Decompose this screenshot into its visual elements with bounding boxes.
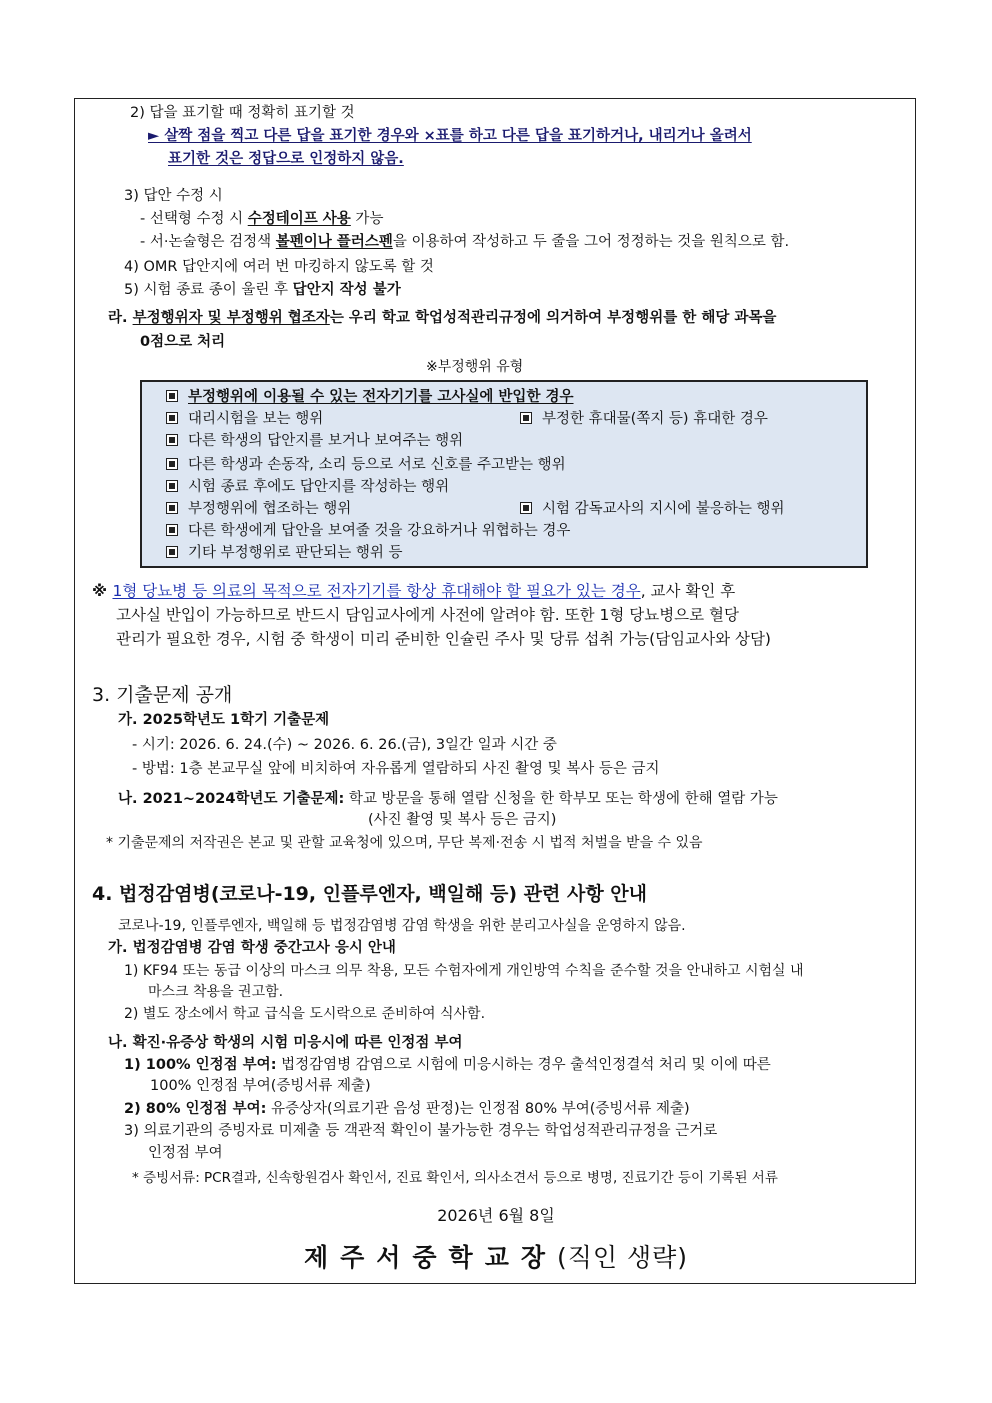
medical-note-mark: ※ — [92, 582, 113, 600]
cheating-types-title: ※부정행위 유형 — [426, 359, 524, 375]
cheating-rule-post: 는 우리 학교 학업성적관리규정에 의거하여 부정행위를 한 해당 과목을 — [329, 310, 777, 326]
cheat-item — [166, 409, 323, 429]
full-score-line1 — [124, 1055, 771, 1075]
exam-end-item — [124, 280, 401, 300]
medical-note-highlight: 1형 당뇨병 등 의료의 목적으로 전자기기를 항상 휴대해야 할 필요가 있는 경우 — [112, 582, 641, 600]
recognition-score-title: 나. 확진·유증상 학생의 시험 미응시에 따른 인정점 부여 — [108, 1035, 463, 1051]
cheat-item — [166, 543, 403, 563]
checkbox-icon — [166, 502, 178, 514]
correction-choice-line — [140, 209, 383, 229]
mask-rule-line1: 1) KF94 또는 동급 이상의 마스크 의무 착용, 모든 수험자에게 개인방역 수칙을 준수할 것을 안내하고 시험실 내 — [124, 963, 804, 979]
medical-note-line1 — [92, 580, 735, 602]
cheat-item-label: 부정한 휴대물(쪽지 등) 휴대한 경우 — [542, 411, 768, 427]
full-score-desc: 법정감염병 감염으로 시험에 미응시하는 경우 출석인정결석 처리 및 이에 따른 — [276, 1057, 771, 1073]
cheat-item-label: 시험 감독교사의 지시에 불응하는 행위 — [542, 501, 785, 517]
cheat-item — [166, 387, 574, 407]
past-exam-period: - 시기: 2026. 6. 24.(수) ~ 2026. 6. 26.(금), 3일간 일과 시간 중 — [132, 737, 557, 753]
cheating-rule-line2: 0점으로 처리 — [140, 334, 226, 350]
cheat-item-label: 부정행위에 이용될 수 있는 전자기기를 고사실에 반입한 경우 — [188, 389, 574, 405]
correction-essay-line — [140, 232, 789, 252]
cheat-item-label: 기타 부정행위로 판단되는 행위 등 — [188, 545, 403, 561]
cheat-item — [520, 409, 768, 429]
cheat-item-label: 다른 학생과 손동작, 소리 등으로 서로 신호를 주고받는 행위 — [188, 457, 566, 473]
cheating-rule-label: 라. — [108, 310, 133, 326]
exam-end-bold: 답안지 작성 불가 — [292, 282, 401, 298]
checkbox-icon — [166, 434, 178, 446]
cheat-item — [166, 455, 566, 475]
omr-item: 4) OMR 답안지에 여러 번 마킹하지 않도록 할 것 — [124, 259, 434, 275]
correction-tape: 수정테이프 사용 — [247, 211, 351, 227]
past-exam-older-line2: (사진 촬영 및 복사 등은 금지) — [368, 812, 557, 828]
correction-choice-pre: - 선택형 수정 시 — [140, 211, 248, 227]
principal-signature — [0, 1238, 992, 1274]
section4-heading: 4. 법정감염병(코로나-19, 인플루엔자, 백일해 등) 관련 사항 안내 — [92, 883, 648, 905]
cheat-item-label: 다른 학생의 답안지를 보거나 보여주는 행위 — [188, 433, 464, 449]
partial-score-line — [124, 1099, 690, 1119]
correction-choice-post: 가능 — [350, 211, 384, 227]
checkbox-icon — [520, 502, 532, 514]
answer-mark-item: 2) 답을 표기할 때 정확히 표기할 것 — [130, 105, 355, 121]
issue-date: 2026년 6월 8일 — [437, 1206, 555, 1225]
copyright-note: * 기출문제의 저작권은 본교 및 관할 교육청에 있으며, 무단 복제·전송 시 법적 처벌을 받을 수 있음 — [106, 835, 703, 851]
cheat-item — [166, 521, 570, 541]
answer-correction-item: 3) 답안 수정 시 — [124, 188, 223, 204]
infection-exam-title: 가. 법정감염병 감염 학생 중간고사 응시 안내 — [108, 940, 396, 956]
past-exam-method: - 방법: 1층 본교무실 앞에 비치하여 자유롭게 열람하되 사진 촬영 및 복사 등은 금지 — [132, 761, 660, 777]
medical-note-post: , 교사 확인 후 — [640, 582, 736, 600]
infection-intro: 코로나-19, 인플루엔자, 백일해 등 법정감염병 감염 학생을 위한 분리고사실을 운영하지 않음. — [118, 918, 686, 934]
cheat-item-label: 대리시험을 보는 행위 — [188, 411, 324, 427]
cheating-rule-line1 — [108, 308, 776, 328]
medical-note-line2: 고사실 반입이 가능하므로 반드시 담임교사에게 사전에 알려야 함. 또한 1형 당뇨병으로 혈당 — [116, 606, 739, 624]
past-exam-current-title: 가. 2025학년도 1학기 기출문제 — [118, 712, 330, 728]
section3-heading: 3. 기출문제 공개 — [92, 684, 233, 706]
full-score-label: 1) 100% 인정점 부여: — [124, 1057, 277, 1073]
cheat-item-label: 부정행위에 협조하는 행위 — [188, 501, 352, 517]
checkbox-icon — [166, 524, 178, 536]
medical-note-line3: 관리가 필요한 경우, 시험 중 학생이 미리 준비한 인슐린 주사 및 당류 섭취 가능(담임교사와 상담) — [116, 630, 771, 648]
past-exam-older-line1 — [118, 789, 778, 809]
checkbox-icon — [520, 412, 532, 424]
principal-name: 제주서중학교장 — [303, 1243, 557, 1272]
seal-omitted: (직인 생략) — [557, 1243, 689, 1272]
past-exam-older-desc: 학교 방문을 통해 열람 신청을 한 학부모 또는 학생에 한해 열람 가능 — [344, 791, 778, 807]
cheat-item-label: 다른 학생에게 답안을 보여줄 것을 강요하거나 위협하는 경우 — [188, 523, 571, 539]
cheat-item — [520, 499, 785, 519]
unverified-line1: 3) 의료기관의 증빙자료 미제출 등 객관적 확인이 불가능한 경우는 학업성적관리규정을 근거로 — [124, 1123, 718, 1139]
cheating-rule-subject: 부정행위자 및 부정행위 협조자 — [132, 310, 330, 326]
checkbox-icon — [166, 458, 178, 470]
checkbox-icon — [166, 390, 178, 402]
checkbox-icon — [166, 412, 178, 424]
cheat-item-label: 시험 종료 후에도 답안지를 작성하는 행위 — [188, 479, 450, 495]
correction-essay-pre: - 서·논술형은 검정색 — [140, 234, 276, 250]
past-exam-older-title: 나. 2021~2024학년도 기출문제: — [118, 791, 345, 807]
mask-rule-line2: 마스크 착용을 권고함. — [148, 984, 284, 1000]
correction-pen: 볼펜이나 플러스펜 — [275, 234, 393, 250]
partial-score-desc: 유증상자(의료기관 음성 판정)는 인정점 80% 부여(증빙서류 제출) — [266, 1101, 690, 1117]
cheat-item — [166, 499, 351, 519]
correction-essay-post: 을 이용하여 작성하고 두 줄을 그어 정정하는 것을 원칙으로 함. — [392, 234, 790, 250]
cheat-item — [166, 477, 449, 497]
answer-mark-note-line2: 표기한 것은 정답으로 인정하지 않음. — [168, 151, 404, 167]
meal-rule: 2) 별도 장소에서 학교 급식을 도시락으로 준비하여 식사함. — [124, 1006, 486, 1022]
unverified-line2: 인정점 부여 — [148, 1145, 223, 1161]
partial-score-label: 2) 80% 인정점 부여: — [124, 1101, 267, 1117]
cheat-item — [166, 431, 463, 451]
checkbox-icon — [166, 546, 178, 558]
checkbox-icon — [166, 480, 178, 492]
exam-end-pre: 5) 시험 종료 종이 울린 후 — [124, 282, 293, 298]
evidence-note: * 증빙서류: PCR결과, 신속항원검사 확인서, 진료 확인서, 의사소견서 등으로 병명, 진료기간 등이 기록된 서류 — [132, 1170, 778, 1186]
answer-mark-note-line1: ► 살짝 점을 찍고 다른 답을 표기한 경우와 ×표를 하고 다른 답을 표기하거나, 내리거나 올려서 — [148, 128, 752, 144]
full-score-line2: 100% 인정점 부여(증빙서류 제출) — [150, 1078, 371, 1094]
